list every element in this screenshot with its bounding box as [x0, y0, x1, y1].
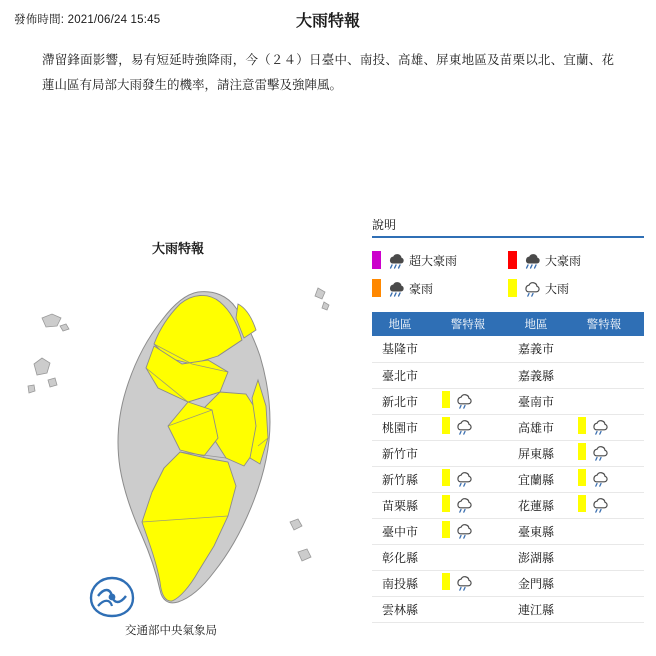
- area-name: 新竹縣: [372, 466, 428, 492]
- area-name: 嘉義市: [508, 336, 564, 362]
- status-badge: [442, 521, 474, 539]
- warning-cell: [428, 596, 508, 622]
- island-matsu: [315, 288, 325, 299]
- warning-cell: [428, 570, 508, 596]
- legend-item-1: [508, 246, 644, 274]
- rain-icon: [454, 495, 474, 513]
- table-row: [372, 596, 644, 622]
- table-row: [372, 336, 644, 362]
- island-kinmen-2: [60, 324, 69, 331]
- island-matsu-2: [322, 302, 329, 310]
- area-name: 高雄市: [508, 414, 564, 440]
- status-badge: [442, 495, 474, 513]
- table-row: [372, 570, 644, 596]
- status-badge: [578, 469, 610, 487]
- status-badge: [578, 417, 610, 435]
- rain-icon: [590, 443, 610, 461]
- warning-swatch: [578, 469, 586, 486]
- warning-cell: [428, 440, 508, 466]
- warning-cell: [428, 362, 508, 388]
- area-name: 基隆市: [372, 336, 428, 362]
- table-row: [372, 414, 644, 440]
- legend-label-0: 超大豪雨: [409, 253, 458, 268]
- area-name: 臺北市: [372, 362, 428, 388]
- map-title: 大雨特報: [151, 241, 204, 256]
- legend-label-3: 大雨: [545, 281, 570, 296]
- rain-icon: [590, 469, 610, 487]
- warning-cell: [428, 466, 508, 492]
- legend-panel: [372, 216, 644, 623]
- warning-swatch: [442, 521, 450, 538]
- legend-label-2: 豪雨: [409, 281, 434, 296]
- area-name: 彰化縣: [372, 544, 428, 570]
- warning-cell: [564, 570, 644, 596]
- warning-cell: [428, 492, 508, 518]
- legend-swatch-3: [508, 279, 517, 297]
- rain-icon: [590, 495, 610, 513]
- warning-cell: [428, 336, 508, 362]
- area-name: 臺南市: [508, 388, 564, 414]
- warning-cell: [564, 544, 644, 570]
- legend-swatch-2: [372, 279, 381, 297]
- warning-cell: [564, 466, 644, 492]
- island-penghu-2: [48, 378, 57, 387]
- warning-swatch: [442, 417, 450, 434]
- status-badge: [578, 443, 610, 461]
- heavy-rain-icon: [386, 251, 406, 269]
- table-header: [372, 312, 644, 336]
- warning-table: [372, 312, 644, 623]
- heavy-rain-icon: [522, 251, 542, 269]
- warning-cell: [564, 362, 644, 388]
- rain-icon: [522, 279, 542, 297]
- legend-item-3: [508, 274, 644, 302]
- area-name: 澎湖縣: [508, 544, 564, 570]
- summary-text: 滯留鋒面影響，易有短延時強降雨，今（２４）日臺中、南投、高雄、屏東地區及苗栗以北、宜蘭、花蓮山區有局部大雨發生的機率，請注意雷擊及強陣風。: [42, 53, 614, 92]
- legend-label-1: 大豪雨: [545, 253, 582, 268]
- rain-icon: [454, 391, 474, 409]
- warning-swatch: [442, 573, 450, 590]
- status-badge: [442, 391, 474, 409]
- col-header-area-left: 地區: [372, 312, 428, 336]
- island-penghu-3: [28, 385, 35, 393]
- warning-swatch: [442, 469, 450, 486]
- area-name: 宜蘭縣: [508, 466, 564, 492]
- area-name: 金門縣: [508, 570, 564, 596]
- warning-cell: [428, 544, 508, 570]
- legend-items: [372, 246, 644, 302]
- area-name: 新北市: [372, 388, 428, 414]
- area-name: 苗栗縣: [372, 492, 428, 518]
- warning-swatch: [442, 495, 450, 512]
- table-row: [372, 388, 644, 414]
- table-row: [372, 492, 644, 518]
- area-name: 屏東縣: [508, 440, 564, 466]
- island-green: [290, 519, 302, 530]
- island-kinmen: [42, 314, 61, 327]
- area-name: 臺東縣: [508, 518, 564, 544]
- page-title: 大雨特報: [295, 13, 360, 30]
- table-row: [372, 440, 644, 466]
- area-name: 新竹市: [372, 440, 428, 466]
- legend-heading: 說明: [372, 218, 397, 232]
- warning-cell: [564, 440, 644, 466]
- table-row: [372, 362, 644, 388]
- warning-swatch: [442, 391, 450, 408]
- rain-icon: [454, 521, 474, 539]
- area-name: 嘉義縣: [508, 362, 564, 388]
- area-name: 南投縣: [372, 570, 428, 596]
- area-name: 臺中市: [372, 518, 428, 544]
- warning-cell: [564, 336, 644, 362]
- warning-swatch: [578, 443, 586, 460]
- island-penghu: [34, 358, 50, 375]
- col-header-warning-right: 警特報: [564, 312, 644, 336]
- warning-cell: [428, 518, 508, 544]
- legend-item-0: [372, 246, 508, 274]
- rain-icon: [454, 573, 474, 591]
- issue-time-label: 發佈時間:: [14, 14, 65, 26]
- status-badge: [442, 417, 474, 435]
- table-row: [372, 466, 644, 492]
- rain-icon: [454, 417, 474, 435]
- col-header-warning-left: 警特報: [428, 312, 508, 336]
- area-name: 桃園市: [372, 414, 428, 440]
- table-row: [372, 518, 644, 544]
- table-body: [372, 336, 644, 622]
- area-name: 雲林縣: [372, 596, 428, 622]
- legend-swatch-0: [372, 251, 381, 269]
- status-badge: [578, 495, 610, 513]
- status-badge: [442, 469, 474, 487]
- warning-cell: [564, 596, 644, 622]
- taiwan-map: [22, 260, 334, 610]
- legend-swatch-1: [508, 251, 517, 269]
- issue-time-value: 2021/06/24 15:45: [67, 14, 161, 26]
- warning-cell: [564, 414, 644, 440]
- warning-cell: [564, 388, 644, 414]
- status-badge: [442, 573, 474, 591]
- warning-swatch: [578, 495, 586, 512]
- area-name: 連江縣: [508, 596, 564, 622]
- area-name: 花蓮縣: [508, 492, 564, 518]
- col-header-area-right: 地區: [508, 312, 564, 336]
- cwb-logo-icon: [86, 574, 138, 620]
- rain-icon: [454, 469, 474, 487]
- heavy-rain-icon: [386, 279, 406, 297]
- warning-cell: [428, 388, 508, 414]
- map-panel: [0, 212, 356, 656]
- warning-cell: [564, 492, 644, 518]
- legend-item-2: [372, 274, 508, 302]
- org-name: 交通部中央氣象局: [125, 625, 217, 637]
- warning-swatch: [578, 417, 586, 434]
- table-row: [372, 544, 644, 570]
- warning-cell: [428, 414, 508, 440]
- legend-divider: [372, 236, 644, 238]
- warning-cell: [564, 518, 644, 544]
- rain-icon: [590, 417, 610, 435]
- island-orchid: [298, 549, 311, 561]
